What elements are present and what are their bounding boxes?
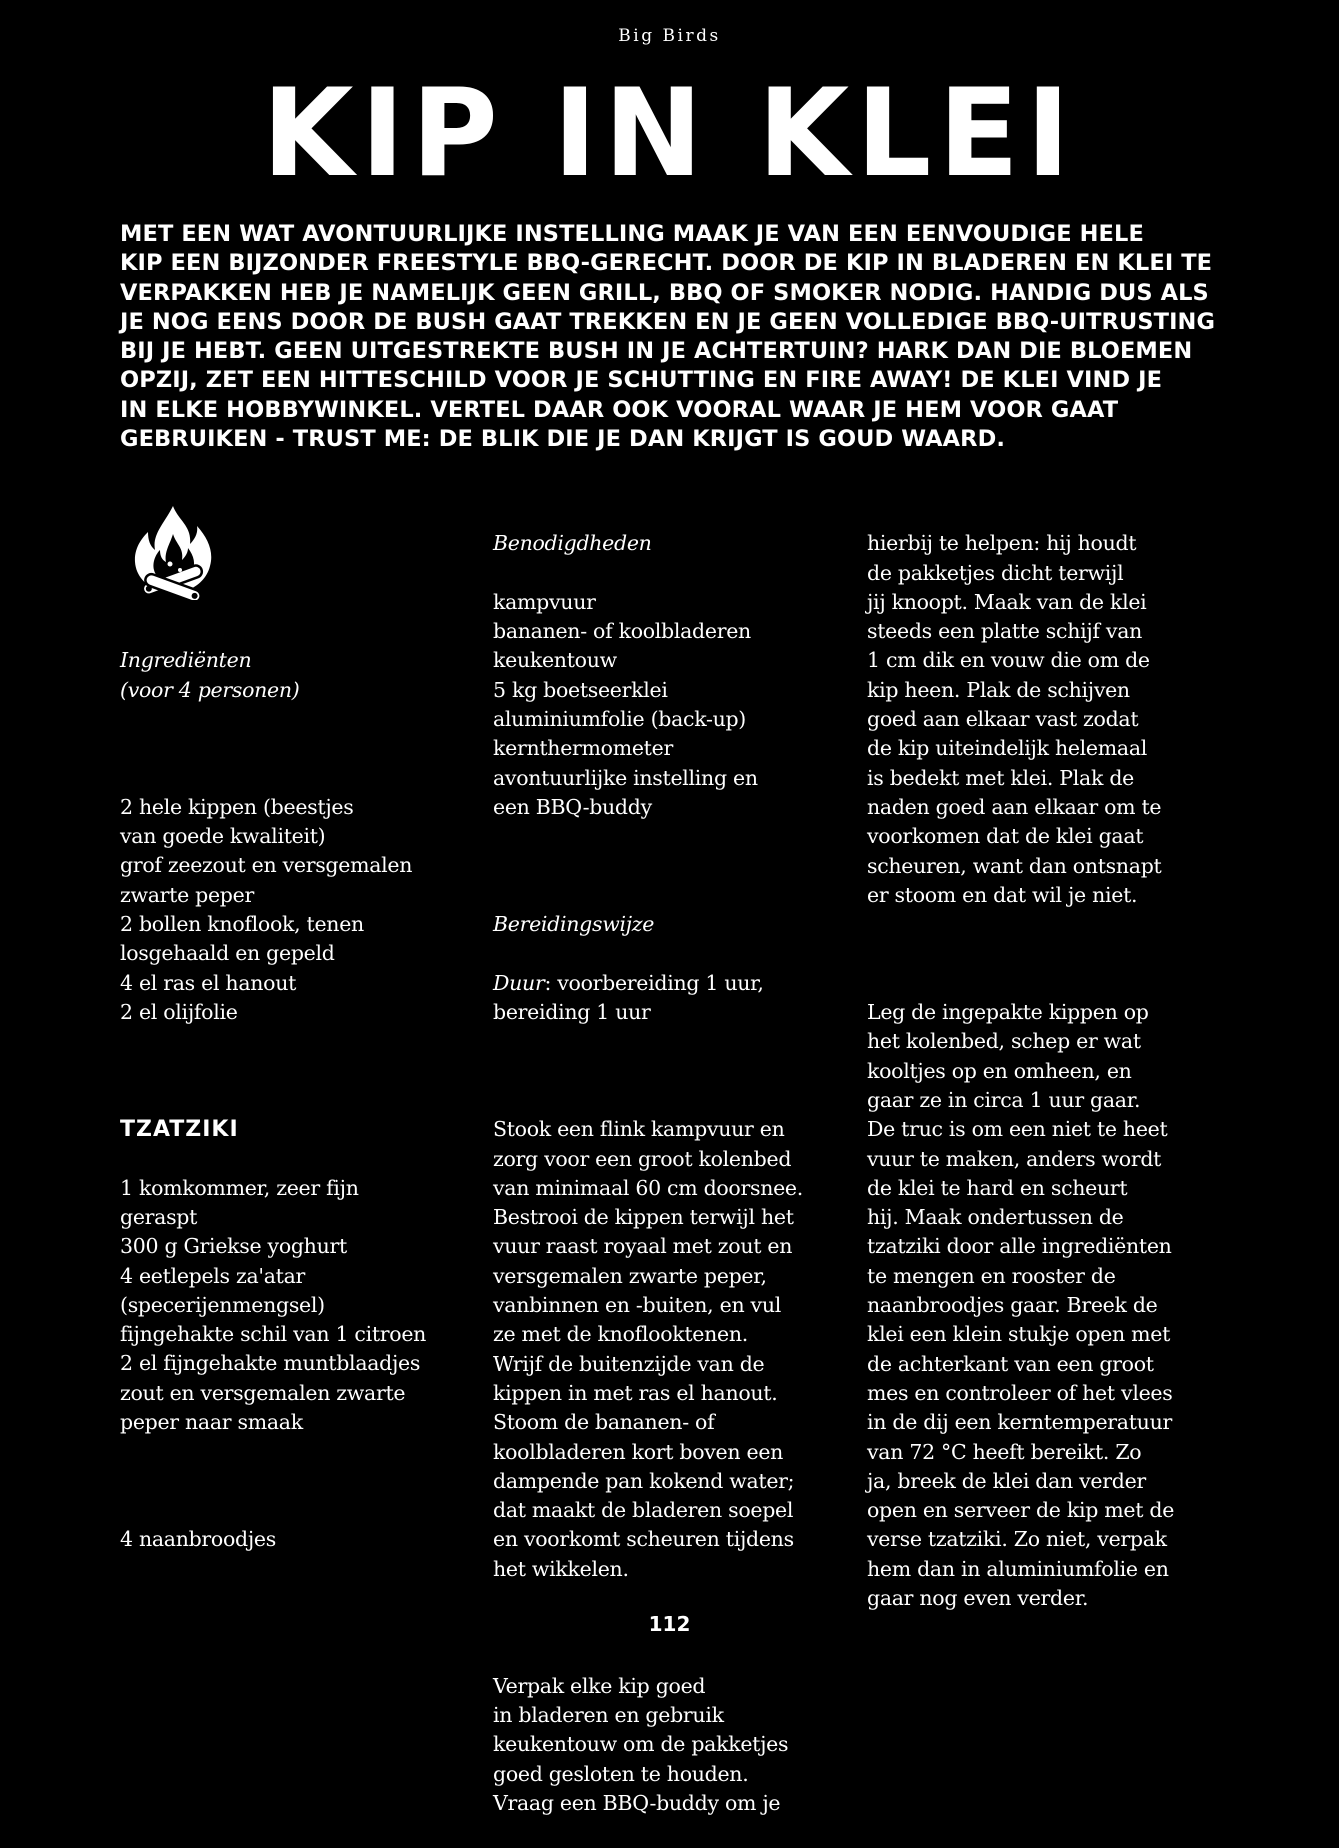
- ingredients-column: [120, 500, 480, 1552]
- method-continued-column: [867, 500, 1227, 1643]
- extra-ingredient: 4 naanbroodjes: [120, 1527, 276, 1552]
- method-paragraph: Verpak elke kip goed in bladeren en gebruik keukentouw om de pakketjes goed gesloten te houden. Vraag een BBQ-buddy om je: [493, 1673, 789, 1816]
- duration-label: Duur: [493, 970, 545, 995]
- method-heading: Bereidingswijze: [493, 912, 655, 937]
- method-paragraph: Leg de ingepakte kippen op het kolenbed, schep er wat kooltjes op en omheen, en gaar ze in circa 1 uur gaar. De truc is om een niet te heet vuur te maken, anders wordt de klei te hard en scheurt hij. Maak ondertussen de tzatziki door alle ingrediënten te mengen en rooster de naanbroodjes gaar. Breek de klei een klein stukje open met de achterkant van een groot mes en controleer of het vlees in de dij een kerntemperatuur van 72 °C heeft bereikt. Zo ja, breek de klei dan verder open en serveer de kip met de verse tzatziki. Zo niet, verpak hem dan in aluminiumfolie en gaar nog even verder.: [867, 1000, 1175, 1610]
- tzatziki-list: 1 komkommer, zeer fijn geraspt 300 g Griekse yoghurt 4 eetlepels za'atar (specerijenmengsel) fijngehakte schil van 1 citroen 2 el fijngehakte muntblaadjes zout en versgemalen zwarte peper naar smaak: [120, 1175, 427, 1435]
- section-label: Big Birds: [618, 26, 721, 46]
- duration-line: [493, 969, 853, 1028]
- campfire-icon: [130, 504, 216, 600]
- equipment-heading: Benodigdheden: [493, 531, 652, 556]
- page-number: 112: [648, 1612, 691, 1636]
- duration-text: : voorbereiding 1 uur, bereiding 1 uur: [493, 970, 764, 1025]
- ingredients-heading: Ingrediënten (voor 4 personen): [120, 648, 300, 702]
- equipment-list: kampvuur bananen- of koolbladeren keukentouw 5 kg boetseerklei aluminiumfolie (back-up) kernthermometer avontuurlijke instelling en een BBQ-buddy: [493, 589, 758, 819]
- method-paragraph: hierbij te helpen: hij houdt de pakketjes dicht terwijl jij knoopt. Maak van de klei steeds een platte schijf van 1 cm dik en vouw die om de kip heen. Plak de schijven goed aan elkaar vast zodat de kip uiteindelijk helemaal is bedekt met klei. Plak de naden goed aan elkaar om te voorkomen dat de klei gaat scheuren, want dan ontsnapt er stoom en dat wil je niet.: [867, 531, 1162, 907]
- recipe-title: KIP IN KLEI: [262, 61, 1077, 205]
- method-column: [493, 500, 853, 1848]
- tzatziki-heading: TZATZIKI: [120, 1117, 239, 1143]
- ingredients-list: 2 hele kippen (beestjes van goede kwaliteit) grof zeezout en versgemalen zwarte peper 2 bollen knoflook, tenen losgehaald en gepeld 4 el ras el hanout 2 el olijfolie: [120, 794, 413, 1024]
- intro-paragraph: MET EEN WAT AVONTUURLIJKE INSTELLING MAAK JE VAN EEN EENVOUDIGE HELE KIP EEN BIJZONDER FREESTYLE BBQ-GERECHT. DOOR DE KIP IN BLADEREN EN KLEI TE VERPAKKEN HEB JE NAMELIJK GEEN GRILL, BBQ OF SMOKER NODIG. HANDIG DUS ALS JE NOG EENS DOOR DE BUSH GAAT TREKKEN EN JE GEEN VOLLEDIGE BBQ-UITRUSTING BIJ JE HEBT. GEEN UITGESTREKTE BUSH IN JE ACHTERTUIN? HARK DAN DIE BLOEMEN OPZIJ, ZET EEN HITTESCHILD VOOR JE SCHUTTING EN FIRE AWAY! DE KLEI VIND JE IN ELKE HOBBYWINKEL. VERTEL DAAR OOK VOORAL WAAR JE HEM VOOR GAAT GEBRUIKEN - TRUST ME: DE BLIK DIE JE DAN KRIJGT IS GOUD WAARD.: [120, 221, 1216, 453]
- method-paragraph: Stook een flink kampvuur en zorg voor een groot kolenbed van minimaal 60 cm doorsnee. Bestrooi de kippen terwijl het vuur raast royaal met zout en versgemalen zwarte peper, vanbinnen en -buiten, en vul ze met de knoflooktenen. Wrijf de buitenzijde van de kippen in met ras el hanout. Stoom de bananen- of koolbladeren kort boven een dampende pan kokend water; dat maakt de bladeren soepel en voorkomt scheuren tijdens het wikkelen.: [493, 1117, 803, 1581]
